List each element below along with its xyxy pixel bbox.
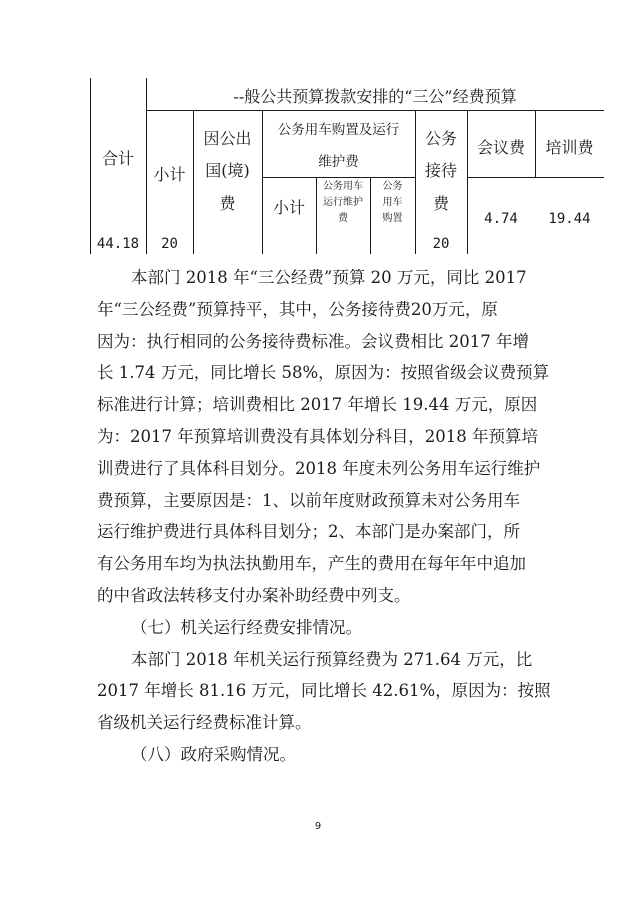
header-reception-line1: 公务 — [424, 129, 457, 148]
table-title: --般公共预算拨款安排的“三公”经费预算 — [233, 87, 517, 106]
cell-reception-value: 20 — [432, 236, 450, 252]
header-reception-line3: 费 — [432, 194, 449, 213]
table-vehicle-underline — [262, 177, 415, 178]
cell-total-value: 44.18 — [96, 236, 140, 252]
header-vehicle-purchase-line1: 公务 — [382, 181, 403, 192]
header-overseas-line3: 费 — [219, 194, 236, 213]
paragraph-line: 本部门 2018 年“三公经费”预算 20 万元，同比 2017 — [131, 268, 527, 287]
paragraph-line: 标准进行计算；培训费相比 2017 年增长 19.44 万元，原因 — [97, 395, 538, 415]
header-subtotal: 小计 — [153, 165, 186, 184]
cell-meeting-value: 4.74 — [484, 211, 518, 227]
paragraph-line: 长 1.74 万元，同比增长 58%，原因为：按照省级会议费预算 — [97, 363, 550, 383]
header-vehicle-purchase-line3: 购置 — [382, 213, 403, 224]
paragraph-line: 因为：执行相同的公务接待费标准。会议费相比 2017 年增 — [97, 331, 529, 351]
table-title-underline — [146, 110, 604, 111]
paragraph-line: 训费进行了具体科目划分。2018 年度未列公务用车运行维护 — [97, 458, 541, 478]
paragraph-line: 年“三公经费”预算持平，其中，公务接待费20万元，原 — [97, 299, 498, 319]
header-vehicle-purchase-line2: 用车 — [382, 197, 403, 208]
header-vehicle-operation-line1: 公务用车 — [323, 181, 363, 192]
table-divider-reception — [467, 110, 468, 254]
paragraph-line: （八）政府采购情况。 — [131, 745, 296, 764]
paragraph-line: 本部门 2018 年机关运行预算经费为 271.64 万元，比 — [131, 649, 533, 669]
header-total: 合计 — [101, 149, 134, 168]
header-vehicle-line2: 维护费 — [318, 154, 359, 170]
paragraph-line: 费预算，主要原因是：1、以前年度财政预算未对公务用车 — [97, 490, 520, 510]
page-number: 9 — [314, 821, 322, 832]
paragraph-line: 的中省政法转移支付办案补助经费中列支。 — [97, 586, 411, 605]
header-overseas-line2: 国(境) — [205, 161, 250, 180]
header-vehicle-line1: 公务用车购置及运行 — [277, 122, 400, 138]
header-vehicle-operation-line3: 费 — [338, 213, 348, 224]
table-meeting-underline — [467, 177, 604, 178]
paragraph-line: （七）机关运行经费安排情况。 — [131, 617, 362, 637]
paragraph-line: 运行维护费进行具体科目划分；2、本部门是办案部门，所 — [97, 522, 520, 542]
header-training: 培训费 — [545, 138, 594, 157]
paragraph-line: 有公务用车均为执法执勤用车，产生的费用在每年年中追加 — [97, 554, 526, 574]
cell-subtotal-value: 20 — [161, 236, 178, 252]
header-overseas-line1: 因公出 — [203, 129, 252, 148]
header-reception-line2: 接待 — [424, 161, 457, 180]
header-vehicle-subtotal: 小计 — [272, 198, 305, 217]
paragraph-line: 为：2017 年预算培训费没有具体划分科目，2018 年预算培 — [97, 427, 538, 446]
paragraph-line: 2017 年增长 81.16 万元，同比增长 42.61%，原因为：按照 — [97, 681, 551, 701]
header-vehicle-operation-line2: 运行维护 — [323, 197, 363, 208]
header-meeting: 会议费 — [476, 138, 525, 157]
paragraph-line: 省级机关运行经费标准计算。 — [97, 713, 312, 733]
cell-training-value: 19.44 — [548, 211, 591, 227]
